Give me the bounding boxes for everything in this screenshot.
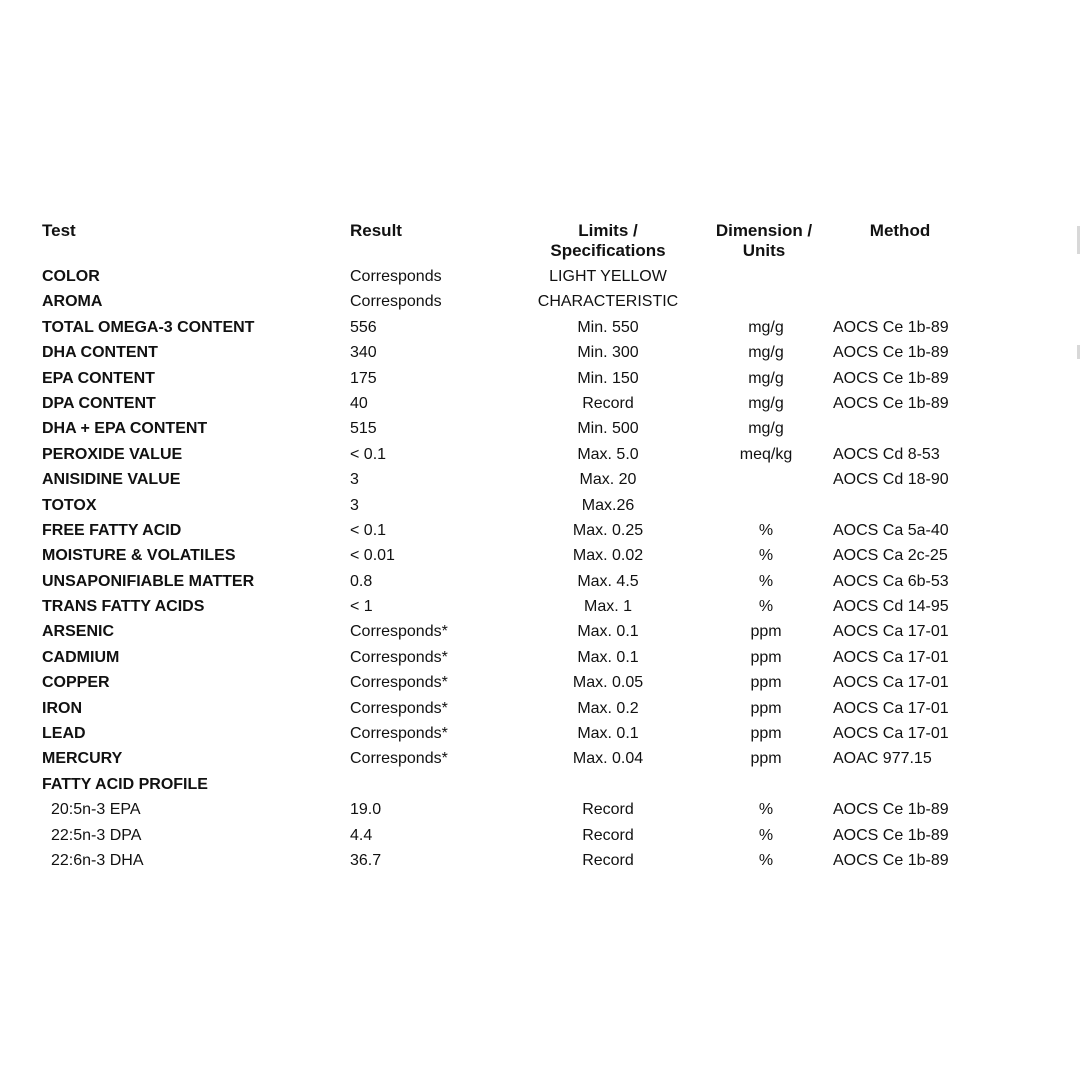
cell-test: COLOR xyxy=(42,268,100,285)
cell-limits: Min. 550 xyxy=(577,318,639,336)
cell-units: % xyxy=(758,547,774,565)
cell-test: EPA CONTENT xyxy=(42,369,155,387)
cell-method: AOCS Ca 17-01 xyxy=(833,623,949,641)
cell-result: 175 xyxy=(350,369,377,387)
table-row xyxy=(0,648,1080,673)
cell-limits: Record xyxy=(582,851,634,869)
cell-limits: Max. 0.1 xyxy=(577,648,639,666)
header-units-line1: Dimension / xyxy=(715,221,813,240)
cell-result: < 1 xyxy=(350,598,373,616)
cell-result: 4.4 xyxy=(350,826,373,844)
cell-result: 36.7 xyxy=(350,851,382,869)
cell-method: AOCS Ce 1b-89 xyxy=(833,318,949,336)
cell-limits: Record xyxy=(582,801,634,819)
cell-result: 0.8 xyxy=(350,572,373,590)
cell-test: FATTY ACID PROFILE xyxy=(42,775,208,793)
header-result: Result xyxy=(350,221,402,240)
cell-units: mg/g xyxy=(748,394,784,412)
cell-limits: LIGHT YELLOW xyxy=(549,268,667,285)
table-row xyxy=(0,775,1080,800)
cell-limits: Max. 1 xyxy=(583,598,632,616)
cell-test: TOTAL OMEGA-3 CONTENT xyxy=(42,318,255,336)
cell-limits: Record xyxy=(582,826,634,844)
cell-limits: Max. 0.25 xyxy=(572,521,644,539)
cell-result: Corresponds* xyxy=(350,750,448,768)
cell-method: AOCS Ca 2c-25 xyxy=(833,547,948,565)
header-test: Test xyxy=(42,221,76,240)
table-row xyxy=(0,851,1080,876)
cell-result: Corresponds* xyxy=(350,725,448,743)
table-row xyxy=(0,800,1080,825)
cell-test: COPPER xyxy=(42,674,110,692)
cell-units: % xyxy=(758,826,774,844)
cell-result: < 0.01 xyxy=(350,547,395,565)
header-limits xyxy=(528,221,688,261)
cell-units: mg/g xyxy=(748,420,784,438)
cell-result: Corresponds xyxy=(350,268,442,285)
cell-result: Corresponds* xyxy=(350,648,448,666)
cell-test: IRON xyxy=(42,699,82,717)
cell-units: % xyxy=(758,572,774,590)
cell-units: % xyxy=(758,801,774,819)
cell-test: UNSAPONIFIABLE MATTER xyxy=(42,572,255,590)
table-row xyxy=(0,546,1080,571)
cell-test: ANISIDINE VALUE xyxy=(42,471,181,489)
cell-result: < 0.1 xyxy=(350,445,387,463)
cell-method: AOCS Ce 1b-89 xyxy=(833,344,949,362)
cell-test: AROMA xyxy=(42,293,103,311)
cell-result: 19.0 xyxy=(350,801,382,819)
cell-test: TOTOX xyxy=(42,496,97,514)
table-body xyxy=(0,267,1080,876)
cell-limits: CHARACTERISTIC xyxy=(537,293,679,311)
table-row xyxy=(0,749,1080,774)
cell-limits: Max. 20 xyxy=(579,471,637,489)
cell-units: mg/g xyxy=(748,318,784,336)
cell-method: AOCS Cd 18-90 xyxy=(833,471,949,489)
cell-test: 22:5n-3 DPA xyxy=(51,826,142,844)
cell-test: FREE FATTY ACID xyxy=(42,521,182,539)
cell-method: AOAC 977.15 xyxy=(833,750,932,768)
cell-method: AOCS Ce 1b-89 xyxy=(833,851,949,869)
table-row xyxy=(0,496,1080,521)
cell-method: AOCS Ca 6b-53 xyxy=(833,572,949,590)
table-row xyxy=(0,572,1080,597)
table-row xyxy=(0,343,1080,368)
cell-method: AOCS Ca 5a-40 xyxy=(833,521,949,539)
cell-limits: Min. 150 xyxy=(577,369,639,387)
specification-table xyxy=(0,221,1080,876)
table-row xyxy=(0,419,1080,444)
cell-method: AOCS Ca 17-01 xyxy=(833,648,949,666)
table-row xyxy=(0,673,1080,698)
cell-result: 515 xyxy=(350,420,377,438)
table-row xyxy=(0,826,1080,851)
cell-units: % xyxy=(758,851,774,869)
cell-result: 3 xyxy=(350,496,359,514)
header-method: Method xyxy=(869,221,931,240)
header-units-line2: Units xyxy=(742,241,786,260)
cell-result: < 0.1 xyxy=(350,521,387,539)
table-row xyxy=(0,521,1080,546)
cell-limits: Max. 4.5 xyxy=(577,572,639,590)
cell-limits: Max. 5.0 xyxy=(577,445,639,463)
table-header xyxy=(0,221,1080,267)
header-units xyxy=(698,221,830,261)
cell-test: DPA CONTENT xyxy=(42,394,156,412)
cell-result: Corresponds xyxy=(350,293,442,311)
header-limits-line1: Limits / xyxy=(578,221,638,240)
cell-test: MERCURY xyxy=(42,750,123,768)
cell-limits: Max.26 xyxy=(581,496,635,514)
cell-units: % xyxy=(758,521,774,539)
cell-limits: Min. 300 xyxy=(577,344,639,362)
cell-units: meq/kg xyxy=(739,445,793,463)
cell-result: Corresponds* xyxy=(350,699,448,717)
cell-test: PEROXIDE VALUE xyxy=(42,445,183,463)
cell-units: ppm xyxy=(750,648,782,666)
cell-test: 22:6n-3 DHA xyxy=(51,851,144,869)
cell-limits: Min. 500 xyxy=(577,420,639,438)
table-row xyxy=(0,597,1080,622)
cell-test: DHA + EPA CONTENT xyxy=(42,420,208,438)
cell-method: AOCS Ce 1b-89 xyxy=(833,826,949,844)
table-row xyxy=(0,318,1080,343)
cell-test: TRANS FATTY ACIDS xyxy=(42,598,205,616)
table-row xyxy=(0,622,1080,647)
cell-result: Corresponds* xyxy=(350,674,448,692)
cell-limits: Record xyxy=(582,394,634,412)
cell-units: % xyxy=(758,598,774,616)
table-row xyxy=(0,292,1080,317)
cell-units: ppm xyxy=(750,674,782,692)
cell-limits: Max. 0.04 xyxy=(572,750,644,768)
cell-limits: Max. 0.1 xyxy=(577,623,639,641)
table-row xyxy=(0,267,1080,292)
cell-units: mg/g xyxy=(748,344,784,362)
cell-limits: Max. 0.05 xyxy=(572,674,644,692)
cell-units: ppm xyxy=(750,725,782,743)
cell-test: DHA CONTENT xyxy=(42,344,158,362)
cell-units: ppm xyxy=(750,623,782,641)
cell-method: AOCS Ce 1b-89 xyxy=(833,394,949,412)
cell-result: Corresponds* xyxy=(350,623,448,641)
cell-test: 20:5n-3 EPA xyxy=(51,801,141,819)
table-row xyxy=(0,369,1080,394)
cell-method: AOCS Ca 17-01 xyxy=(833,699,949,717)
cell-test: CADMIUM xyxy=(42,648,120,666)
table-row xyxy=(0,699,1080,724)
cell-test: MOISTURE & VOLATILES xyxy=(42,547,236,565)
cell-method: AOCS Ca 17-01 xyxy=(833,674,949,692)
cell-result: 340 xyxy=(350,344,377,362)
cell-limits: Max. 0.1 xyxy=(577,725,639,743)
cell-method: AOCS Ca 17-01 xyxy=(833,725,949,743)
cell-test: LEAD xyxy=(42,725,86,743)
cell-test: ARSENIC xyxy=(42,623,115,641)
table-row xyxy=(0,470,1080,495)
cell-units: ppm xyxy=(750,699,782,717)
cell-units: ppm xyxy=(750,750,782,768)
table-row xyxy=(0,445,1080,470)
cell-result: 3 xyxy=(350,471,359,489)
cell-method: AOCS Ce 1b-89 xyxy=(833,801,949,819)
header-limits-line2: Specifications xyxy=(550,241,666,260)
cell-method: AOCS Cd 14-95 xyxy=(833,598,949,616)
cell-result: 556 xyxy=(350,318,377,336)
table-row xyxy=(0,394,1080,419)
cell-units: mg/g xyxy=(748,369,784,387)
cell-limits: Max. 0.02 xyxy=(572,547,644,565)
cell-result: 40 xyxy=(350,394,368,412)
cell-method: AOCS Ce 1b-89 xyxy=(833,369,949,387)
cell-limits: Max. 0.2 xyxy=(577,699,639,717)
table-row xyxy=(0,724,1080,749)
cell-method: AOCS Cd 8-53 xyxy=(833,445,940,463)
